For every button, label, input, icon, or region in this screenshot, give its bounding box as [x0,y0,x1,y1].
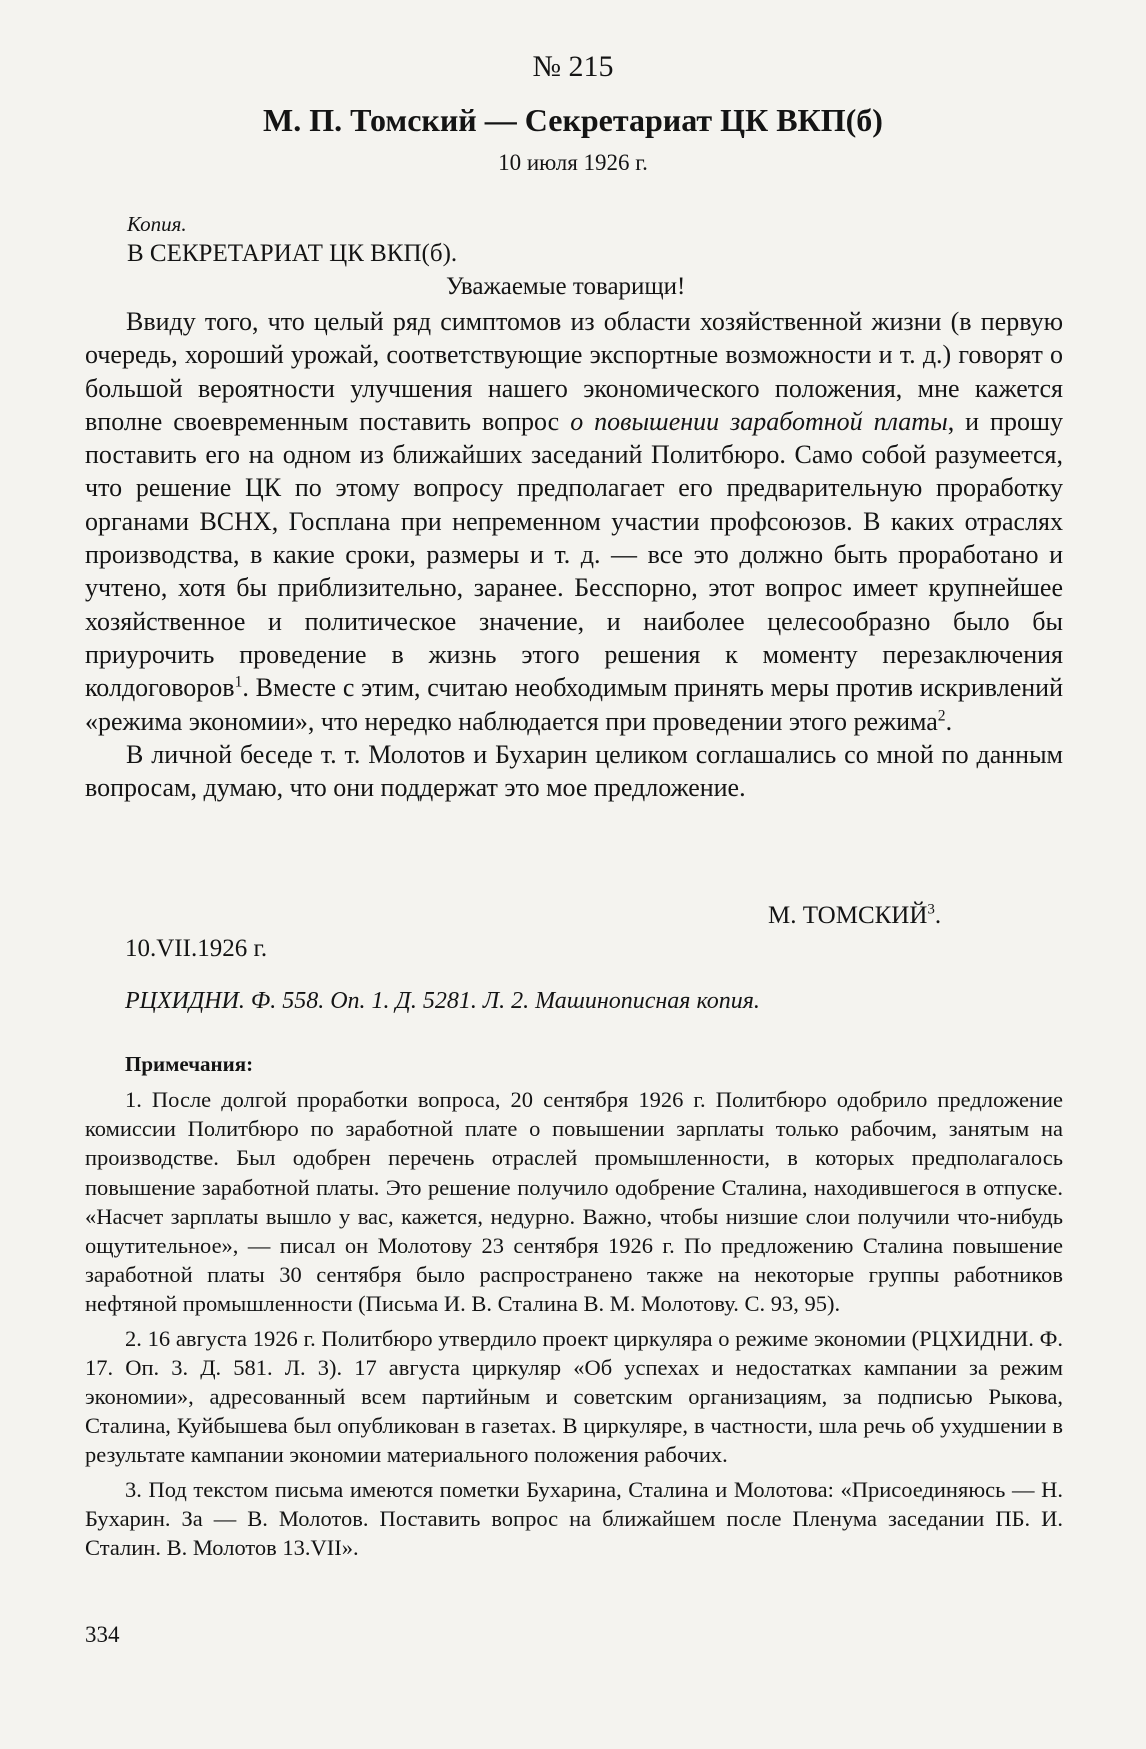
addressee: В СЕКРЕТАРИАТ ЦК ВКП(б). [127,240,458,267]
footnote-ref-2: 2 [937,706,946,724]
signature-end: . [934,902,942,929]
signature [768,902,941,930]
copy-label: Копия. [127,212,187,236]
salutation: Уважаемые товарищи! [446,273,686,300]
emphasized-phrase: о повышении заработной платы [570,406,948,436]
document-title: М. П. Томский — Секретариат ЦК ВКП(б) [263,102,883,138]
notes-heading: Примечания: [125,1052,254,1076]
document-date: 10 июля 1926 г. [498,150,648,175]
letter-paragraph-1 [85,305,1063,738]
signature-name: М. ТОМСКИЙ [768,902,928,929]
archive-source: РЦХИДНИ. Ф. 558. Оп. 1. Д. 5281. Л. 2. Машинописная копия. [125,988,760,1014]
letter-text-part: . [945,706,953,736]
footnote-ref-3: 3 [927,901,935,918]
note-item: 2. 16 августа 1926 г. Политбюро утвердило проект циркуляра о режиме экономии (РЦХИДНИ. Ф. 17. Оп. 3. Д. 581. Л. 3). 17 августа циркуляр «Об успехах и недостатках кампании за режим экономии», адресованный всем партийным и советским организациям, за подписью Рыкова, Сталина, Куйбышева был опубликован в газетах. В циркуляре, в частности, шла речь об ухудшении в результате кампании экономии материального положения рабочих. [85,1325,1063,1468]
letter-body [85,305,1063,804]
letter-paragraph-2: В личной беседе т. т. Молотов и Бухарин целиком соглашались со мной по данным вопросам, думаю, что они поддержат это мое предложение. [85,739,1063,803]
letter-text-part: , и прошу поставить его на одном из ближайших заседаний Политбюро. Само собой разумеется, что решение ЦК по этому вопросу предполагает его предварительную проработку органами ВСНХ, Госплана при непременном участии профсоюзов. В каких отраслях производства, в какие сроки, размеры и т. д. — все это должно быть проработано и учтено, хотя бы приблизительно, заранее. Бесспорно, этот вопрос имеет крупнейшее хозяйственное и политическое значение, и наиболее целесообразно было бы приурочить проведение в жизнь этого решения к моменту перезаключения колдоговоров [85,406,1063,703]
letter-text-part: . Вместе с этим, считаю необходимым принять меры против искривлений «режима экономии», что нередко наблюдается при проведении этого режима [85,673,1063,736]
page-number: 334 [85,1622,120,1647]
note-item: 1. После долгой проработки вопроса, 20 сентября 1926 г. Политбюро одобрило предложение комиссии Политбюро по заработной плате о повышении зарплаты только рабочим, занятым на производстве. Был одобрен перечень отраслей промышленности, в которых предполагалось повышение заработной платы. Это решение получило одобрение Сталина, находившегося в отпуске. «Насчет зарплаты вышло у вас, кажется, недурно. Важно, чтобы низшие слои получили что-нибудь ощутительное», — писал он Молотову 23 сентября 1926 г. По предложению Сталина повышение заработной платы 30 сентября было распространено также на некоторые группы работников нефтяной промышленности (Письма И. В. Сталина В. М. Молотову. С. 93, 95). [85,1087,1063,1317]
note-item: 3. Под текстом письма имеются пометки Бухарина, Сталина и Молотова: «Присоединяюсь — Н. Бухарин. За — В. Молотов. Поставить вопрос на ближайшем после Пленума заседании ПБ. И. Сталин. В. Молотов 13.VII». [85,1476,1063,1561]
letter-text-part: Ввиду того, что целый ряд симптомов из области хозяйственной жизни (в первую очередь, хороший урожай, соответствующие экспортные возможности и т. д.) говорят о большой вероятности улучшения нашего экономического положения, мне кажется вполне своевременным поставить вопрос [85,307,1063,436]
notes [85,1085,1063,1567]
letter-date: 10.VII.1926 г. [125,935,268,962]
document-number: № 215 [532,50,614,83]
footnote-ref-1: 1 [234,673,243,691]
